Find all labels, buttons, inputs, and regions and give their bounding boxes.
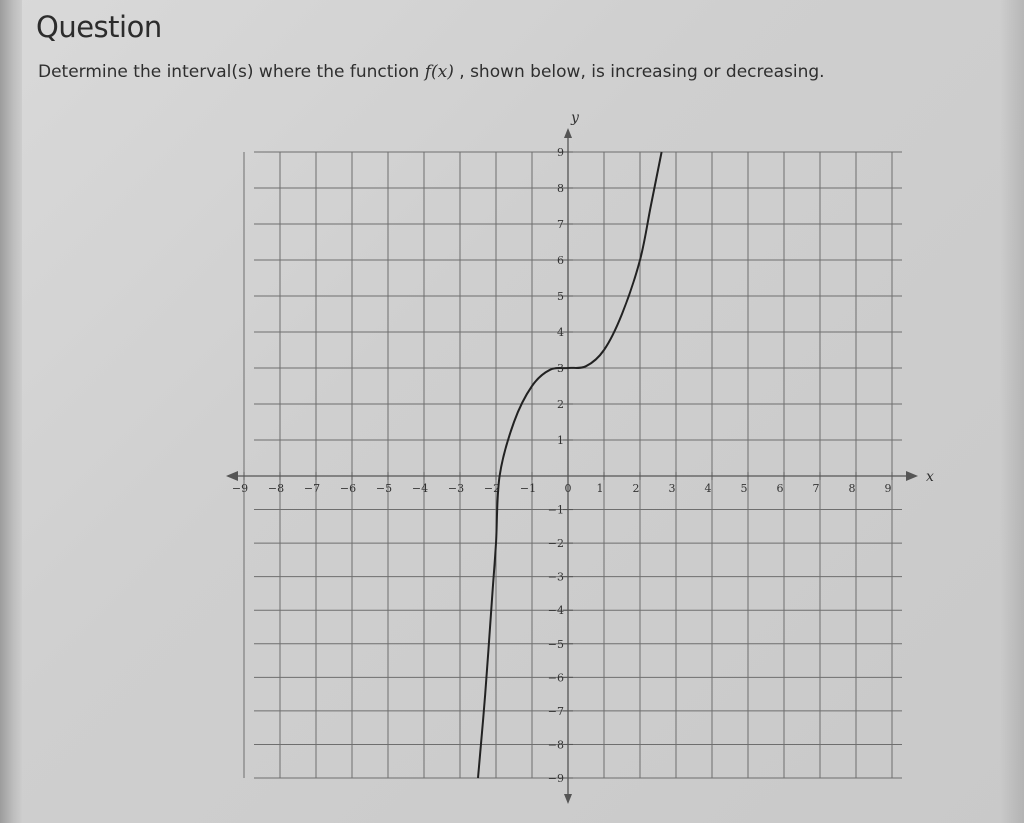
- y-tick-label: −2: [547, 537, 564, 551]
- y-axis-arrow-up-icon: [564, 128, 572, 138]
- y-tick-label: 6: [557, 254, 564, 267]
- page-title: Question: [36, 10, 162, 44]
- x-tick-label: 7: [812, 482, 820, 495]
- x-tick-label: −9: [231, 482, 249, 495]
- y-tick-label: −7: [547, 704, 564, 718]
- y-tick-label: 4: [557, 326, 564, 339]
- x-tick-label: 9: [884, 482, 892, 495]
- x-tick-label: −4: [411, 482, 429, 495]
- x-tick-label: 5: [740, 482, 748, 495]
- function-curve: [478, 152, 662, 778]
- x-axis-arrow-right-icon: [906, 471, 918, 481]
- y-tick-label: 1: [557, 434, 564, 447]
- x-tick-label: −1: [519, 482, 537, 495]
- x-tick-label: 6: [776, 482, 784, 495]
- y-tick-label: −9: [547, 772, 564, 785]
- x-tick-label: 2: [632, 482, 640, 495]
- x-tick-label: −5: [375, 482, 393, 495]
- x-tick-label: −6: [339, 482, 357, 495]
- y-axis-arrow-down-icon: [564, 794, 572, 804]
- x-tick-label: −8: [267, 482, 285, 495]
- x-axis-arrow-left-icon: [226, 471, 238, 481]
- y-tick-label: −3: [547, 570, 564, 584]
- y-tick-label: 8: [557, 182, 564, 195]
- x-tick-label: 3: [668, 482, 676, 495]
- y-tick-label: −1: [547, 503, 564, 517]
- y-tick-label: 3: [557, 362, 564, 375]
- x-axis-label: x: [926, 469, 934, 485]
- x-tick-label: 4: [704, 482, 712, 495]
- y-tick-label: 7: [557, 218, 564, 231]
- y-tick-label: −4: [547, 604, 564, 618]
- y-tick-label: 9: [557, 146, 564, 159]
- y-axis-label: y: [571, 110, 579, 126]
- x-tick-label: −2: [483, 482, 501, 495]
- question-prefix: Determine the interval(s) where the function: [38, 62, 425, 82]
- y-tick-label: −5: [547, 637, 564, 651]
- y-tick-label: 5: [557, 290, 564, 303]
- question-suffix: , shown below, is increasing or decreasing.: [453, 62, 825, 82]
- y-tick-label: −8: [547, 738, 564, 752]
- x-tick-label: 0: [564, 482, 572, 495]
- x-tick-label: 8: [848, 482, 856, 495]
- x-tick-label: 1: [596, 482, 604, 495]
- function-name: f(x): [424, 62, 454, 82]
- y-tick-label: −6: [547, 671, 564, 685]
- x-tick-label: −7: [303, 482, 321, 495]
- x-tick-label: −3: [447, 482, 465, 495]
- y-tick-label: 2: [557, 398, 564, 411]
